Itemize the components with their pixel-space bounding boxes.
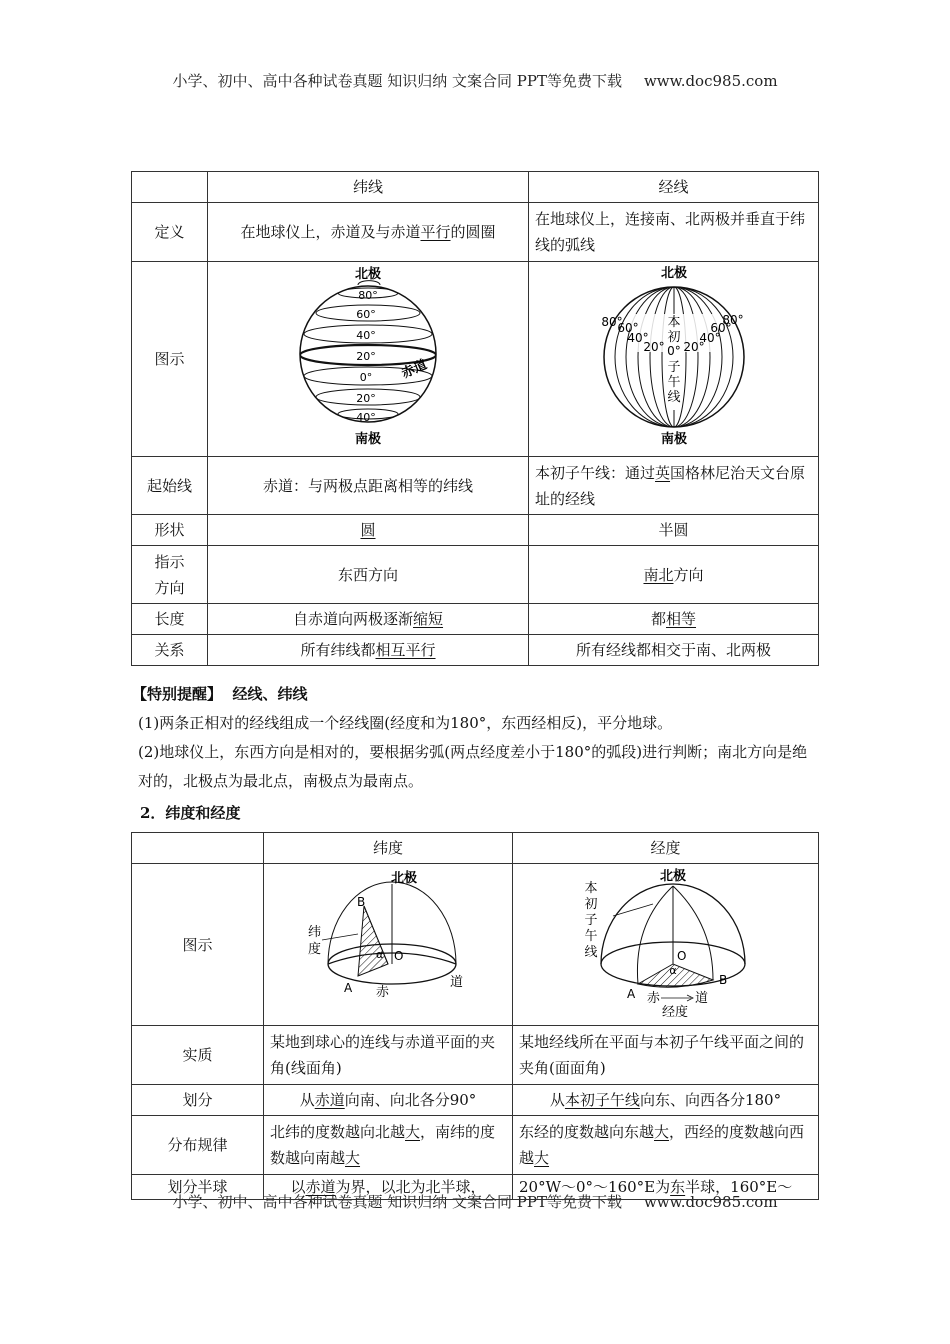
lon-deg-jingdu: 经度 — [661, 1005, 689, 1017]
lon-deg-pm-char-2: 初 — [584, 897, 598, 912]
lon-fig-tick-w20: 20° — [642, 340, 665, 354]
lon-deg-dao: 道 — [695, 991, 709, 1006]
lat-lon-line-table — [131, 171, 819, 666]
row-label-division: 划分 — [132, 1085, 264, 1116]
section-title-lat-lon-degrees: 2．纬度和经度 — [140, 804, 241, 822]
lon-fig-pm-char-5: 线 — [666, 390, 681, 405]
lon-fig-pm-char-3: 子 — [666, 360, 681, 375]
lon-deg-pm-char-1: 本 — [584, 881, 598, 896]
lat-essence: 某地到球心的连线与赤道平面的夹角(线面角) — [264, 1026, 513, 1085]
lat-relation: 所有纬线都相互平行 — [208, 635, 529, 666]
col-header-longitude: 经度 — [513, 833, 819, 864]
lon-fig-pm-char-4: 午 — [666, 375, 681, 390]
lat-fig-tick-20: 20° — [356, 350, 376, 363]
row-label-direction: 指示 方向 — [132, 546, 208, 604]
row-label-start-line: 起始线 — [132, 457, 208, 515]
lon-deg-chi: 赤 — [647, 991, 661, 1006]
lon-fig-tick-e40: 40° — [698, 331, 721, 345]
lat-deg-chi: 赤 — [376, 985, 390, 1000]
lat-hemisphere: 以赤道为界，以北为北半球， — [264, 1175, 513, 1200]
lon-fig-tick-w60: 60° — [616, 321, 639, 335]
reminder-point-2: (2)地球仪上，东西方向是相对的，要根据劣弧(两点经度差小于180°的弧段)进行判断；南北方向是绝对的，北极点为最北点，南极点为最南点。 — [138, 743, 808, 790]
lat-direction: 东西方向 — [208, 546, 529, 604]
lon-fig-tick-w80: 80° — [600, 315, 623, 329]
corner-cell — [132, 172, 208, 203]
lat-deg-point-a: A — [344, 981, 353, 995]
lat-definition: 在地球仪上，赤道及与赤道平行的圆圈 — [208, 203, 529, 262]
lon-essence: 某地经线所在平面与本初子午线平面之间的夹角(面面角) — [513, 1026, 819, 1085]
lon-fig-north-pole: 北极 — [660, 266, 687, 281]
lat-fig-tick-40: 40° — [356, 329, 376, 342]
lon-deg-point-b: B — [719, 973, 728, 987]
special-reminder — [132, 680, 822, 796]
longitude-lines-globe-figure — [530, 262, 818, 448]
lat-division: 从赤道向南、向北各分90° — [264, 1085, 513, 1116]
reminder-point-1: (1)两条正相对的经线组成一个经线圈(经度和为180°，东西经相反)，平分地球。 — [138, 714, 673, 732]
lon-fig-tick-e20: 20° — [682, 340, 705, 354]
lat-lon-degree-table — [131, 832, 819, 1200]
row-label-essence: 实质 — [132, 1026, 264, 1085]
longitude-degree-figure — [513, 864, 818, 1017]
corner-cell-2 — [132, 833, 264, 864]
lon-deg-pm-char-5: 线 — [584, 945, 598, 960]
lon-deg-alpha: α — [669, 964, 677, 977]
lon-fig-zero: 0° — [666, 344, 681, 358]
lat-deg-center-o: O — [394, 949, 404, 963]
lat-deg-label-2: 度 — [308, 942, 322, 957]
lat-start-line: 赤道：与两极点距离相等的纬线 — [208, 457, 529, 515]
lon-direction: 南北方向 — [529, 546, 819, 604]
lon-fig-pm-char-2: 初 — [666, 330, 681, 345]
row-label-relation: 关系 — [132, 635, 208, 666]
lat-fig-equator-label: 赤道 — [399, 357, 430, 382]
row-label-figure: 图示 — [132, 262, 208, 457]
lat-fig-south-pole: 南极 — [355, 432, 382, 447]
lat-fig-tick-60: 60° — [356, 308, 376, 321]
lon-lines-figure-cell — [529, 262, 819, 457]
lon-deg-point-a: A — [627, 987, 636, 1001]
page-header — [0, 70, 950, 91]
lon-deg-center-o: O — [677, 949, 687, 963]
lat-distribution: 北纬的度数越向北越大，南纬的度数越向南越大 — [264, 1116, 513, 1175]
lon-length: 都相等 — [529, 604, 819, 635]
lon-deg-pm-char-4: 午 — [584, 929, 598, 944]
header-url[interactable]: www.doc985.com — [643, 72, 778, 90]
lon-fig-pm-char-1: 本 — [666, 315, 681, 330]
lat-fig-tick-0: 0° — [359, 371, 373, 384]
lat-deg-dao: 道 — [450, 975, 464, 990]
lon-deg-pm-char-3: 子 — [584, 913, 598, 928]
lat-lines-figure-cell — [208, 262, 529, 457]
row-label-length: 长度 — [132, 604, 208, 635]
lon-distribution: 东经的度数越向东越大，西经的度数越向西越大 — [513, 1116, 819, 1175]
lat-fig-tick-80: 80° — [358, 289, 378, 302]
lon-relation: 所有经线都相交于南、北两极 — [529, 635, 819, 666]
lon-deg-north-pole: 北极 — [659, 869, 687, 884]
col-header-lon-line: 经线 — [529, 172, 819, 203]
row-label-hemisphere: 划分半球 — [132, 1175, 264, 1200]
footer-url[interactable]: www.doc985.com — [643, 1193, 778, 1211]
row-label-shape: 形状 — [132, 515, 208, 546]
col-header-lat-line: 纬线 — [208, 172, 529, 203]
lon-fig-tick-e80: 80° — [721, 313, 744, 327]
lat-shape: 圆 — [208, 515, 529, 546]
lon-division: 从本初子午线向东、向西各分180° — [513, 1085, 819, 1116]
header-text: 小学、初中、高中各种试卷真题 知识归纳 文案合同 PPT等免费下载 — [172, 72, 622, 90]
footer-text: 小学、初中、高中各种试卷真题 知识归纳 文案合同 PPT等免费下载 — [172, 1193, 622, 1211]
lat-deg-label-1: 纬 — [308, 925, 322, 940]
row-label-definition: 定义 — [132, 203, 208, 262]
lat-fig-tick-40s: 40° — [356, 411, 376, 424]
lon-definition: 在地球仪上，连接南、北两极并垂直于纬线的弧线 — [529, 203, 819, 262]
lat-deg-north-pole: 北极 — [390, 871, 418, 886]
lat-fig-tick-20s: 20° — [356, 392, 376, 405]
latitude-figure-cell — [264, 864, 513, 1026]
row-label-distribution: 分布规律 — [132, 1116, 264, 1175]
latitude-lines-globe-figure — [208, 262, 528, 448]
lat-fig-north-pole: 北极 — [355, 267, 382, 282]
lat-deg-alpha: α — [376, 948, 384, 961]
row-label-figure-2: 图示 — [132, 864, 264, 1026]
col-header-latitude: 纬度 — [264, 833, 513, 864]
lon-hemisphere: 20°W～0°～160°E为东半球，160°E～ — [513, 1175, 819, 1200]
lon-start-line: 本初子午线：通过英国格林尼治天文台原址的经线 — [529, 457, 819, 515]
longitude-figure-cell — [513, 864, 819, 1026]
lon-shape: 半圆 — [529, 515, 819, 546]
lon-fig-tick-w40: 40° — [626, 331, 649, 345]
lon-fig-south-pole: 南极 — [660, 432, 687, 447]
lat-length: 自赤道向两极逐渐缩短 — [208, 604, 529, 635]
lat-deg-point-b: B — [357, 895, 366, 909]
lon-fig-tick-e60: 60° — [709, 321, 732, 335]
latitude-degree-figure — [264, 864, 512, 1017]
reminder-heading: 【特别提醒】 经线、纬线 — [132, 685, 308, 703]
